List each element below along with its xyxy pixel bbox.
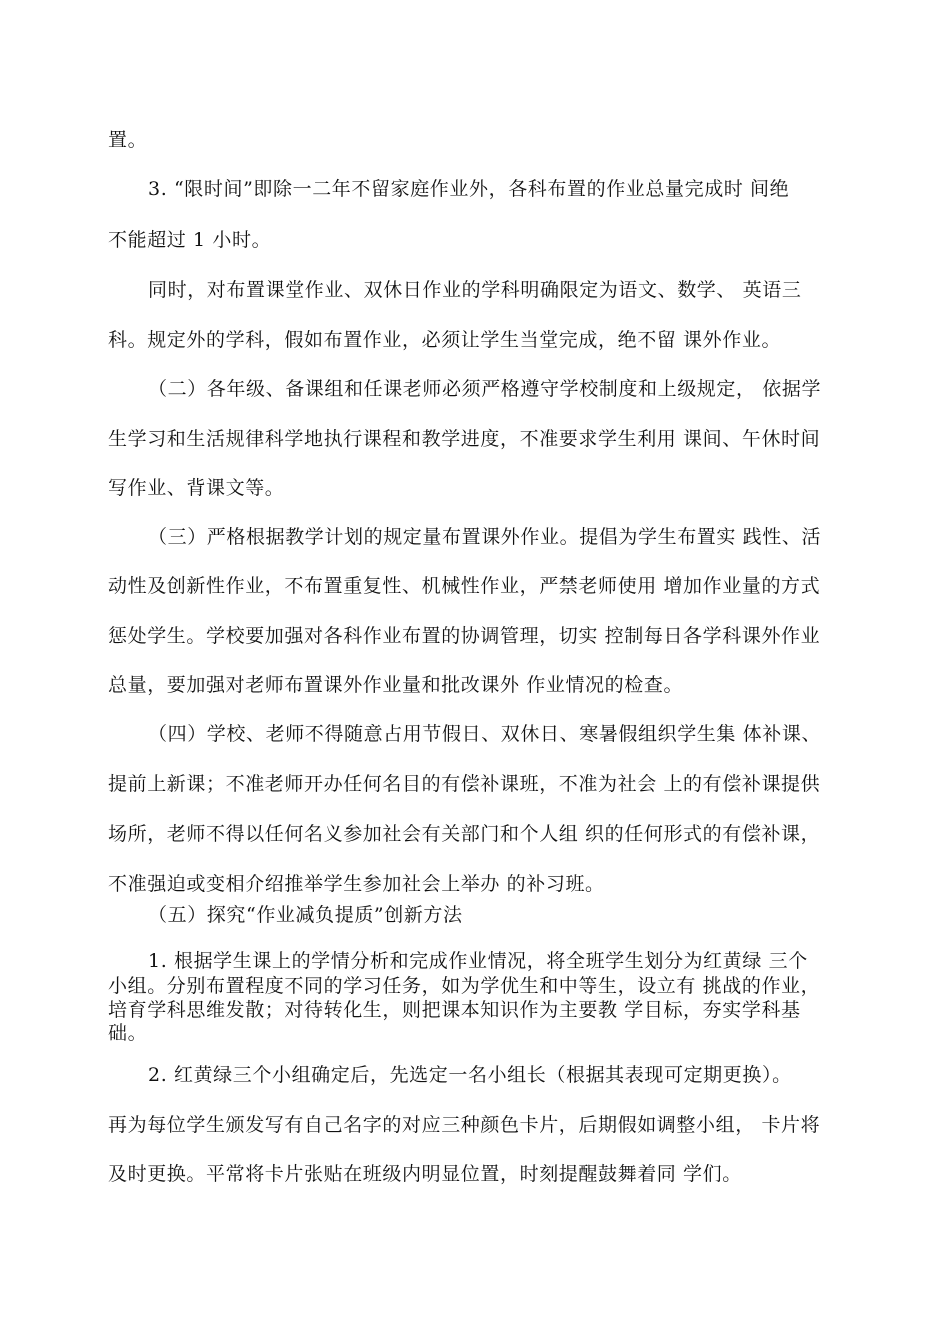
text-line: 写作业、背课文等。	[108, 477, 285, 499]
text-line: 小组。分别布置程度不同的学习任务，如为学优生和中等生，设立有 挑战的作业，	[108, 975, 821, 997]
text-line: 提前上新课；不准老师开办任何名目的有偿补课班，不准为社会 上的有偿补课提供	[108, 773, 821, 795]
text-line: 及时更换。平常将卡片张贴在班级内明显位置，时刻提醒鼓舞着同 学们。	[108, 1163, 742, 1185]
text-line: 3. “限时间”即除一二年不留家庭作业外，各科布置的作业总量完成时 间绝	[148, 178, 790, 200]
text-line: 科。规定外的学科，假如布置作业，必须让学生当堂完成，绝不留 课外作业。	[108, 329, 782, 351]
text-line: 场所，老师不得以任何名义参加社会有关部门和个人组 织的任何形式的有偿补课，	[108, 823, 821, 845]
text-line: 础。	[108, 1022, 148, 1044]
text-line: 不准强迫或变相介绍推举学生参加社会上举办 的补习班。	[108, 873, 605, 895]
text-line: 惩处学生。学校要加强对各科作业布置的协调管理，切实 控制每日各学科课外作业	[108, 625, 821, 647]
text-line: 1. 根据学生课上的学情分析和完成作业情况，将全班学生划分为红黄绿 三个	[148, 950, 808, 972]
text-line: 同时，对布置课堂作业、双休日作业的学科明确限定为语文、数学、 英语三	[148, 279, 802, 301]
text-line: （四）学校、老师不得随意占用节假日、双休日、寒暑假组织学生集 体补课、	[148, 723, 822, 745]
text-line: （二）各年级、备课组和任课老师必须严格遵守学校制度和上级规定， 依据学	[148, 378, 822, 400]
text-line: （三）严格根据教学计划的规定量布置课外作业。提倡为学生布置实 践性、活	[148, 526, 822, 548]
text-line: 培育学科思维发散；对待转化生，则把课本知识作为主要教 学目标，夯实学科基	[108, 999, 801, 1021]
section-heading: （五）探究“作业减负提质”创新方法	[148, 904, 463, 926]
text-line: 不能超过 1 小时。	[108, 229, 272, 251]
text-line: 总量，要加强对老师布置课外作业量和批改课外 作业情况的检查。	[108, 674, 684, 696]
text-line: 置。	[108, 129, 148, 151]
text-line: 生学习和生活规律科学地执行课程和教学进度，不准要求学生利用 课间、午休时间	[108, 428, 821, 450]
text-line: 再为每位学生颁发写有自己名字的对应三种颜色卡片，后期假如调整小组， 卡片将	[108, 1114, 821, 1136]
text-line: 动性及创新性作业，不布置重复性、机械性作业，严禁老师使用 增加作业量的方式	[108, 575, 821, 597]
text-line: 2. 红黄绿三个小组确定后，先选定一名小组长（根据其表现可定期更换）。	[148, 1064, 792, 1086]
